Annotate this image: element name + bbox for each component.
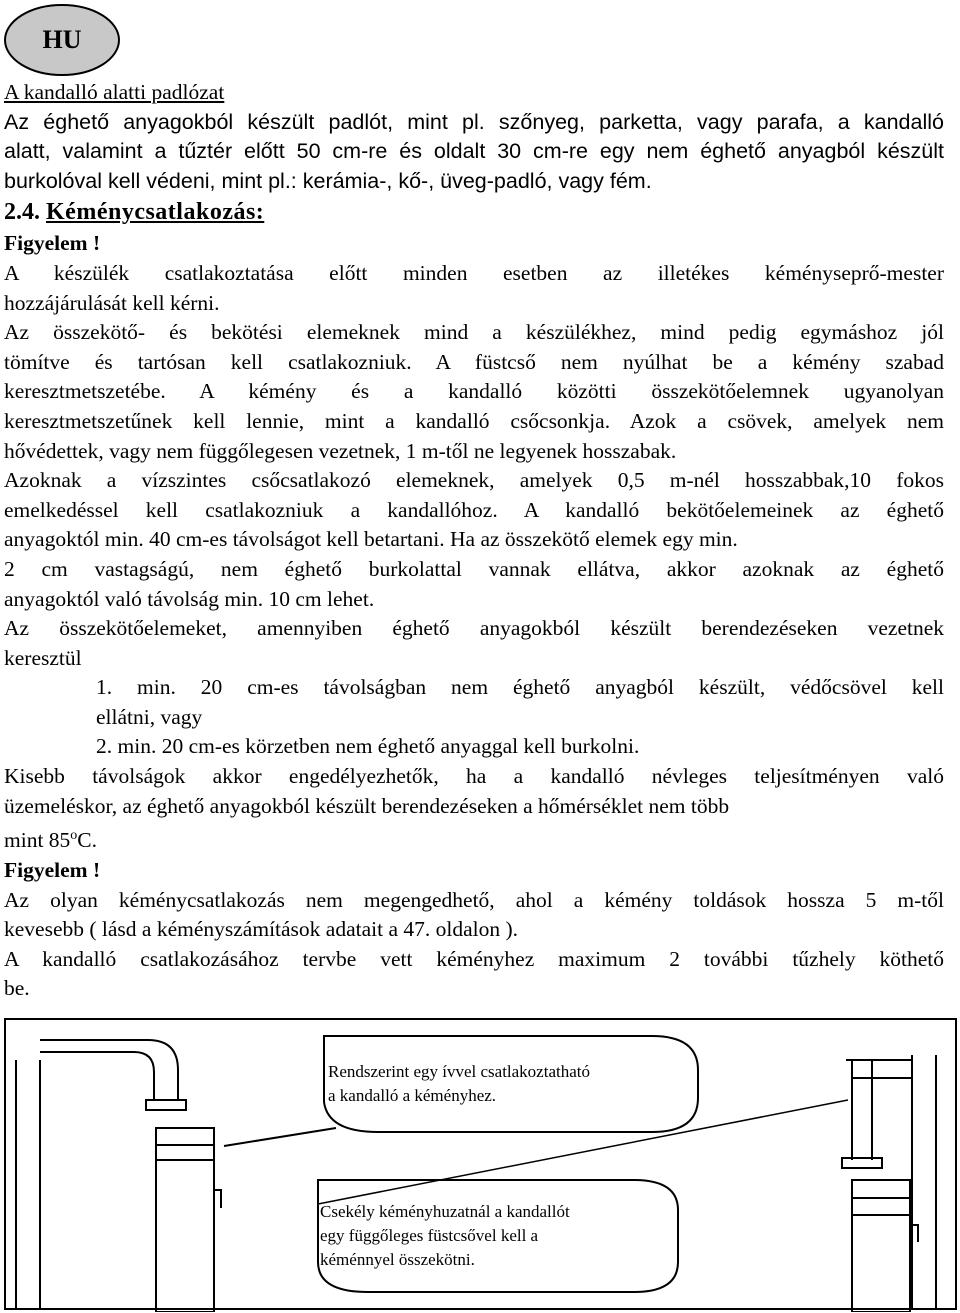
paragraph-line: emelkedéssel kell csatlakozniuk a kandallóhoz. A kandalló bekötőelemeinek az éghető: [4, 497, 944, 522]
list-item-1-continued: ellátni, vagy: [96, 704, 203, 729]
paragraph-line: kevesebb ( lásd a kéményszámítások adatait a 47. oldalon ).: [4, 917, 519, 942]
left-flue-pipe: [40, 1040, 178, 1100]
connection-diagram: [4, 1018, 957, 1310]
right-stove-lines: [852, 1198, 910, 1215]
right-flue-pipe: [846, 1060, 912, 1160]
chapter-number: 2.4.: [4, 199, 40, 226]
callout-2-line: Csekély kéményhuzatnál a kandallót: [320, 1202, 570, 1221]
paragraph-line: be.: [4, 976, 30, 1001]
document-body: [4, 78, 944, 1004]
paragraph-line: Azoknak a vízszintes csőcsatlakozó elemeknek, amelyek 0,5 m-nél hosszabbak,10 fokos: [4, 468, 944, 493]
left-stove-handle: [214, 1190, 221, 1208]
floor-paragraph-line: Az éghető anyagokból készült padlót, mint pl. szőnyeg, parketta, vagy parafa, a kandalló: [4, 109, 944, 134]
paragraph-line: Az összekötő- és bekötési elemeknek mind a készülékhez, mind pedig egymáshoz jól: [4, 320, 944, 345]
paragraph-line: 2 cm vastagságú, nem éghető burkolattal vannak ellátva, akkor azoknak az éghető: [4, 556, 944, 581]
badge-label: HU: [42, 25, 82, 54]
paragraph-line: anyagoktól min. 40 cm-es távolságot kell betartani. Ha az összekötő elemek egy min.: [4, 527, 738, 552]
floor-paragraph-line: alatt, valamint a tűztér előtt 50 cm-re és oldalt 30 cm-re egy nem éghető anyagból készült: [4, 139, 944, 164]
left-stove-collar: [146, 1100, 186, 1110]
section-heading: A kandalló alatti padlózat: [4, 80, 225, 104]
left-chimney: [16, 1060, 40, 1310]
paragraph-line: keresztmetszetűnek kell lennie, mint a kandalló csőcsonkja. Azok a csövek, amelyek nem: [4, 408, 944, 433]
paragraph-line: keresztül: [4, 645, 82, 670]
paragraph-line: [4, 821, 944, 856]
callout-1-line: a kandalló a kéményhez.: [328, 1086, 497, 1105]
paragraph-line: hozzájárulását kell kérni.: [4, 290, 220, 315]
attention-label: Figyelem !: [4, 231, 101, 256]
right-stove-body: [852, 1180, 910, 1312]
temperature-text: mint 85: [4, 828, 71, 853]
callout-1-pointer: [224, 1128, 336, 1146]
list-item-1: 1. min. 20 cm-es távolságban nem éghető anyagból készült, védőcsövel kell: [96, 675, 944, 700]
callout-2-line: egy függőleges füstcsővel kell a: [320, 1226, 539, 1245]
callout-1-text: [328, 1060, 658, 1108]
paragraph-line: A kandalló csatlakozásához tervbe vett kéményhez maximum 2 további tűzhely köthető: [4, 946, 944, 971]
left-stove-lines: [156, 1145, 214, 1160]
attention-label: Figyelem !: [4, 858, 101, 882]
paragraph-line: üzemeléskor, az éghető anyagokból készült berendezéseken a hőmérséklet nem több: [4, 793, 730, 818]
chapter-heading: [4, 196, 944, 229]
callout-2-text: [320, 1200, 650, 1272]
paragraph-line: A készülék csatlakoztatása előtt minden esetben az illetékes kéményseprő-mester: [4, 260, 944, 285]
paragraph-line: hővédettek, vagy nem függőlegesen vezetnek, 1 m-től ne legyenek hosszabak.: [4, 438, 677, 463]
right-chimney: [912, 1055, 936, 1310]
paragraph-line: keresztmetszetébe. A kémény és a kandalló közötti összekötőelemnek ugyanolyan: [4, 379, 944, 404]
left-stove-body: [156, 1128, 214, 1312]
language-badge: [3, 3, 121, 77]
list-item-2: 2. min. 20 cm-es körzetben nem éghető anyaggal kell burkolni.: [96, 734, 640, 759]
right-stove-collar: [842, 1158, 882, 1168]
paragraph-line: anyagoktól való távolság min. 10 cm lehet.: [4, 586, 375, 611]
temperature-unit: C.: [77, 828, 98, 853]
paragraph-line: Kisebb távolságok akkor engedélyezhetők, ha a kandalló névleges teljesítményen való: [4, 764, 944, 789]
floor-paragraph-line: burkolóval kell védeni, mint pl.: kerámia-, kő-, üveg-padló, vagy fém.: [4, 168, 652, 193]
chapter-title: Kéménycsatlakozás:: [46, 199, 265, 226]
paragraph-line: Az olyan kéménycsatlakozás nem megengedhető, ahol a kémény toldások hossza 5 m-től: [4, 887, 944, 912]
degree-superscript: o: [70, 828, 78, 844]
callout-1-line: Rendszerint egy ívvel csatlakoztatható: [328, 1062, 590, 1081]
paragraph-line: Az összekötőelemeket, amennyiben éghető anyagokból készült berendezéseken vezetnek: [4, 616, 944, 641]
callout-2-line: kéménnyel összekötni.: [320, 1250, 475, 1269]
paragraph-line: tömítve és tartósan kell csatlakozniuk. A füstcső nem nyúlhat be a kémény szabad: [4, 349, 944, 374]
